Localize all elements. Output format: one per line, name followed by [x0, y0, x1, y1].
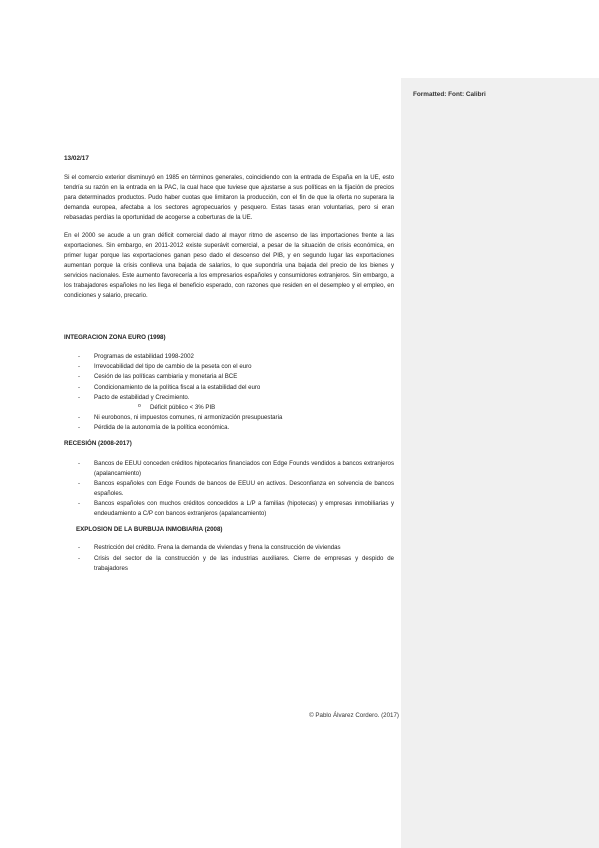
- housing-bubble-list: [64, 543, 394, 573]
- paragraph: Si el comercio exterior disminuyó en 1985 en términos generales, coincidiendo con la entrada de España en la UE, esto tendría su razón en la entrada en la PAC, la cual hace que tuviese que ajustarse a sus políticas en la fijación de precios para determinados productos. Pudo haber cuotas que limitaron la producción, con el fin de que la oferta no superara la demanda europea, afectaba a los sectores agropecuarios y pesquero. Estas tasas eran voluntarias, pero si eran rebasadas perdías la oportunidad de acogerse a coberturas de la UE.: [64, 173, 394, 221]
- section-heading-housing-bubble: EXPLOSION DE LA BURBUJA INMOBIARIA (2008): [76, 526, 223, 534]
- list-item: - Irrevocabilidad del tipo de cambio de la peseta con el euro: [64, 362, 394, 372]
- list-item: - Pérdida de la autonomía de la política económica.: [64, 423, 394, 433]
- section-heading-euro-zone: INTEGRACION ZONA EURO (1998): [64, 334, 166, 342]
- comment-margin-panel: [401, 78, 599, 848]
- formatting-comment[interactable]: Formatted: Font: Calibri: [413, 91, 486, 98]
- list-item: - Bancos españoles con muchos créditos concedidos a L/P a familias (hipotecas) y empresas inmobiliarias y endeudamiento a C/P con bancos extranjeros (apalancamiento): [64, 499, 394, 519]
- copyright-footer: © Pablo Álvarez Cordero. (2017): [309, 712, 399, 719]
- list-item: - Programas de estabilidad 1998-2002: [64, 352, 394, 362]
- document-date: 13/02/17: [64, 155, 89, 162]
- list-item: - Bancos de EEUU conceden créditos hipotecarios financiados con Edge Founds vendidos a bancos extranjeros (apalancamiento): [64, 459, 394, 479]
- list-item: - Cesión de las políticas cambiaria y monetaria al BCE: [64, 372, 394, 382]
- recession-list: [64, 459, 394, 519]
- list-item: - Bancos españoles con Edge Founds de bancos de EEUU en activos. Desconfianza en solvencia de bancos españoles.: [64, 479, 394, 499]
- list-item: [64, 393, 394, 413]
- list-item: - Restricción del crédito. Frena la demanda de viviendas y frena la construcción de viviendas: [64, 543, 394, 553]
- section-heading-recession: RECESIÓN (2008-2017): [64, 439, 132, 447]
- sub-list: [94, 403, 394, 413]
- sub-list-item: o Déficit público < 3% PIB: [94, 403, 394, 413]
- document-body: [64, 154, 394, 580]
- list-item: - Condicionamiento de la política fiscal a la estabilidad del euro: [64, 383, 394, 393]
- list-item: - Ni eurobonos, ni impuestos comunes, ni armonización presupuestaria: [64, 413, 394, 423]
- list-item-text: Pacto de estabilidad y Crecimiento.: [94, 393, 190, 401]
- paragraph: En el 2000 se acude a un gran déficit comercial dado al mayor ritmo de ascenso de las importaciones frente a las exportaciones. Sin embargo, en 2011-2012 existe superávit comercial, a pesar de la situación de crisis económica, en primer lugar porque las exportaciones ganan peso dado el descenso del PIB, y en segundo lugar las exportaciones aumentan porque la crisis conlleva una bajada de salarios, lo que supondría una bajada del precio de los bienes y servicios nacionales. Este aumento favorecería a los empresarios españoles y consumidores extranjeros. Sin embargo, a los trabajadores españoles no les llega el beneficio esperado, con razones que residen en el desempleo y el empleo, en condiciones y salario, precario.: [64, 231, 394, 300]
- list-item: - Crisis del sector de la construcción y de las industrias auxiliares. Cierre de empresas y despido de trabajadores: [64, 554, 394, 574]
- euro-zone-list: [64, 352, 394, 432]
